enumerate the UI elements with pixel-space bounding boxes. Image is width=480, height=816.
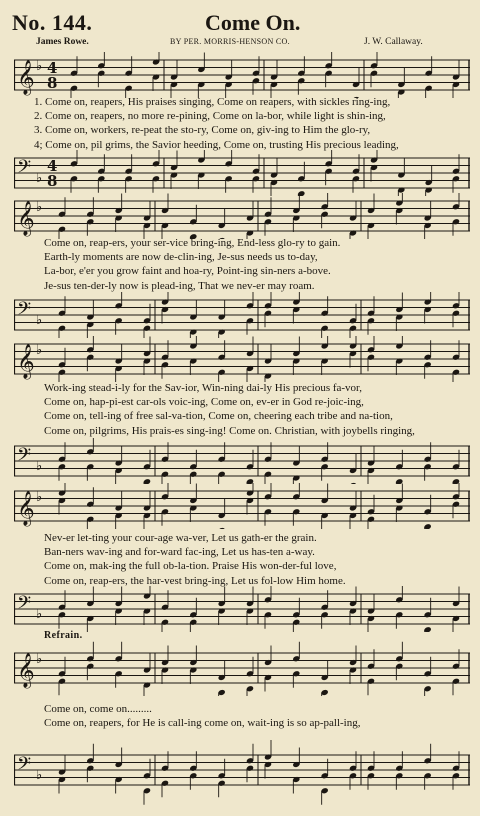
refrain-lyrics [44,702,360,730]
verse-line: 2. Come on, reapers, no more re-pining, Come on la-bor, while light is shin-ing, [34,110,386,123]
staff-treble-refrain [14,640,470,696]
verse-line: Earth-ly moments are now de-clin-ing, Je-sus needs us to-day, [44,251,318,264]
flat-icon: ♭ [36,170,43,185]
refrain-label: Refrain. [44,630,83,641]
staff-bass-2 [14,292,470,338]
verse-line: Je-sus ten-der-ly now is plead-ing, That we nev-er may roam. [44,279,315,292]
treble-clef-icon: 𝄞 [17,344,35,379]
verse-line: Come on, hap-pi-est car-ols voic-ing, Come on, ev-er in God re-joic-ing, [44,396,364,409]
staff-treble-3 [14,336,470,382]
verse-line: La-bor, e'er you grow faint and hoa-ry, Point-ing sin-ners a-bove. [44,265,331,278]
treble-clef-icon: 𝄞 [17,491,35,526]
treble-clef-icon: 𝄞 [17,201,35,236]
verse-line: Come on, reap-ers, the har-vest bring-ing, Let us fol-low Him home. [44,574,346,587]
verse-line: Come on, mak-ing the full ob-la-tion. Praise His won-der-ful love, [44,560,337,573]
treble-clef-icon: 𝄞 [17,653,35,688]
flat-icon: ♭ [36,199,43,214]
hymn-title: Come On. [205,10,301,35]
staff-bass-refrain [14,735,470,805]
composer-credit: J. W. Callaway. [364,37,423,47]
staff-bass-3 [14,438,470,484]
bass-clef-icon: 𝄢 [17,754,32,779]
verse-line: 4; Come on, pil grims, the Savior heeding, Come on, trusting His precious leading, [34,138,399,151]
flat-icon: ♭ [36,458,43,473]
verse-line: 1. Come on, reapers, His praises singing, Come on reapers, with sickles ring-ing, [34,96,391,108]
staff-treble-4 [14,483,470,529]
hymn-number: No. 144. [12,10,93,35]
flat-icon: ♭ [36,58,43,73]
treble-clef-icon: 𝄞 [17,60,35,95]
verse-line: Nev-er let-ting your cour-age wa-ver, Let us gath-er the grain. [44,532,317,544]
refrain-line-2: Come on, reapers, for He is call-ing come on, wait-ing is so ap-pall-ing, [44,717,361,729]
staff-bass-1 [14,150,470,196]
bass-clef-icon: 𝄢 [17,445,32,470]
time-signature-digit: 4 [47,157,58,175]
verse-line: Come on, tell-ing of free sal-va-tion, Come on, cheering each tribe and na-tion, [44,410,393,423]
flat-icon: ♭ [36,651,43,666]
time-signature-digit: 4 [47,59,58,77]
credits-line [0,37,480,51]
verse-line: Come on, reap-ers, your ser-vice bring-ing, End-less glo-ry to gain. [44,237,341,249]
time-signature-digit: 8 [47,172,58,190]
verse-line: 3. Come on, workers, re-peat the sto-ry, Come on, giv-ing to Him the glo-ry, [34,124,371,137]
flat-icon: ♭ [36,606,43,621]
verse-lyrics-1 [34,95,480,152]
refrain-line-1: Come on, come on......... [44,703,152,715]
note-head [218,527,226,529]
staff-treble-1 [14,52,470,98]
flat-icon: ♭ [36,489,43,504]
bass-clef-icon: 𝄢 [17,593,32,618]
flat-icon: ♭ [36,342,43,357]
verse-line: Come on, pilgrims, His prais-es sing-ing! Come on. Christian, with joybells ringing, [44,424,415,437]
bass-clef-icon: 𝄢 [17,299,32,324]
verse-line: Ban-ners wav-ing and for-ward fac-ing, Let us has-ten a-way. [44,546,315,559]
verse-line: Work-ing stead-i-ly for the Sav-ior, Win-ning dai-ly His precious fa-vor, [44,382,363,394]
verse-lyrics-3 [0,381,480,438]
staff-treble-2 [14,193,470,239]
flat-icon: ♭ [36,312,43,327]
author-credit: James Rowe. [36,37,89,47]
bass-clef-icon: 𝄢 [17,157,32,182]
time-signature-digit: 8 [47,74,58,92]
verse-lyrics-4 [0,531,480,588]
publisher-credit: BY PER. MORRIS-HENSON CO. [170,37,290,46]
flat-icon: ♭ [36,767,43,782]
staff-bass-4 [14,586,470,632]
verse-lyrics-2 [0,236,480,293]
